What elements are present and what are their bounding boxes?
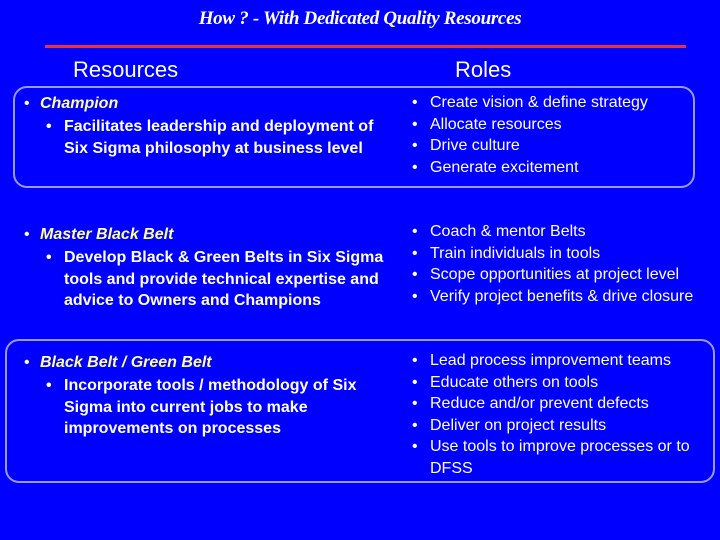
role-item: • Lead process improvement teams (412, 350, 707, 372)
resource-name: • Champion (24, 95, 119, 112)
resource-description: Incorporate tools / methodology of Six Sigma into current jobs to make improvements on processes (64, 377, 357, 437)
role-item: • Deliver on project results (412, 415, 707, 437)
resource-master-black-belt: • Master Black Belt • Develop Black & Green Belts in Six Sigma tools and provide technical expertise and advice to Owners and Champions (24, 225, 399, 312)
roles-black-green-belt (412, 350, 707, 479)
resource-description: Facilitates leadership and deployment of Six Sigma philosophy at business level (64, 118, 374, 157)
resource-name: • Master Black Belt (24, 226, 174, 243)
resource-name-text: Master Black Belt (40, 226, 174, 243)
role-item: • Use tools to improve processes or to DFSS (412, 436, 707, 479)
role-text: Allocate resources (430, 115, 562, 133)
role-item: • Train individuals in tools (412, 243, 712, 265)
role-item: • Allocate resources (412, 114, 702, 136)
role-text: Coach & mentor Belts (430, 223, 586, 240)
role-text: Educate others on tools (430, 373, 599, 391)
role-text: Scope opportunities at project level (430, 266, 680, 283)
role-text: Lead process improvement teams (430, 352, 671, 369)
role-text: Train individuals in tools (430, 244, 601, 262)
role-item: • Generate excitement (412, 157, 702, 179)
role-text: Verify project benefits & drive closure (430, 287, 694, 305)
title-rule (45, 45, 686, 48)
role-item: • Educate others on tools (412, 372, 707, 394)
resource-name-text: Black Belt / Green Belt (40, 354, 212, 371)
resources-header: Resources (73, 57, 179, 82)
resource-name-text: Champion (40, 95, 119, 112)
slide-title: How ? - With Dedicated Quality Resources (198, 8, 522, 29)
resource-description: Develop Black & Green Belts in Six Sigma tools and provide technical expertise and advice to Owners and Champions (64, 249, 384, 309)
role-text: Use tools to improve processes or to DFSS (430, 438, 690, 477)
role-text: Deliver on project results (430, 416, 607, 434)
role-item: • Verify project benefits & drive closure (412, 286, 712, 308)
role-text: Drive culture (430, 137, 520, 154)
roles-master-black-belt (412, 221, 712, 307)
role-item: • Reduce and/or prevent defects (412, 393, 707, 415)
resource-champion: • Champion • Facilitates leadership and deployment of Six Sigma philosophy at business level (24, 94, 399, 159)
resource-name: • Black Belt / Green Belt (24, 354, 212, 371)
roles-header: Roles (455, 57, 512, 82)
role-item: • Create vision & define strategy (412, 92, 702, 114)
role-text: Create vision & define strategy (430, 94, 648, 111)
resource-black-green-belt: • Black Belt / Green Belt • Incorporate tools / methodology of Six Sigma into current jobs to make improvements on processes (24, 353, 399, 440)
role-text: Reduce and/or prevent defects (430, 395, 649, 412)
roles-champion (412, 92, 702, 178)
role-text: Generate excitement (430, 158, 579, 176)
role-item: • Scope opportunities at project level (412, 264, 712, 286)
role-item: • Coach & mentor Belts (412, 221, 712, 243)
role-item: • Drive culture (412, 135, 702, 157)
